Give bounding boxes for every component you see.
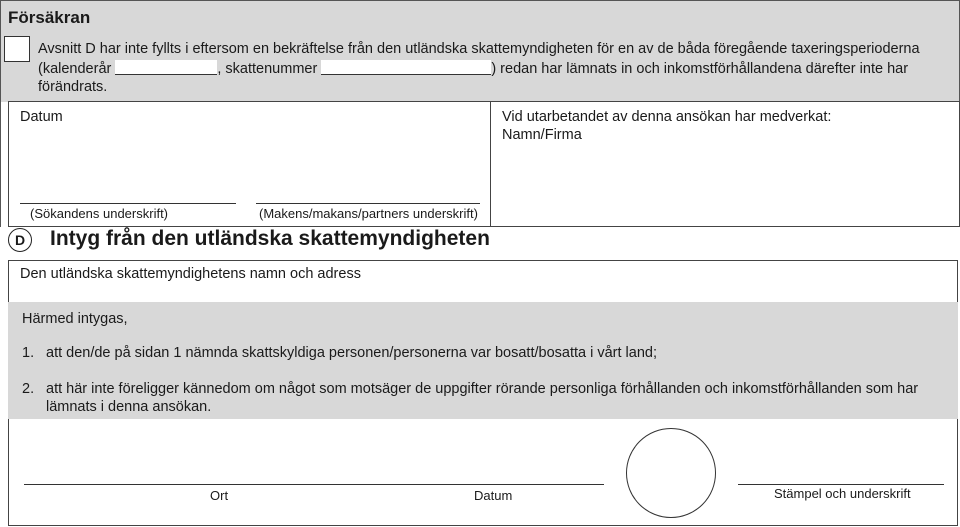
helper-label: Vid utarbetandet av denna ansökan har medverkat: [502,109,832,125]
helper-name-label: Namn/Firma [502,127,582,143]
place-line [24,484,414,485]
section-d-title: Intyg från den utländska skattemyndigheten [50,227,490,250]
stamp-signature-label: Stämpel och underskrift [774,486,911,501]
item2-text-line2: lämnats i denna ansökan. [46,399,212,415]
authority-label: Den utländska skattemyndighetens namn och adress [20,266,361,282]
section-header [0,0,960,37]
declaration-text-line3: förändrats. [38,79,108,95]
item2-text-line1: att här inte föreligger kännedom om något som motsäger de uppgifter rörande personliga förhållanden och inkomstförhållanden som har [46,381,919,397]
declaration-checkbox[interactable] [4,36,30,62]
declaration-taxnumber-label: , skattenummer [217,61,318,77]
stamp-circle [626,428,716,518]
tax-number-field[interactable] [321,60,491,75]
place-label: Ort [210,488,229,503]
authority-signing-area[interactable] [8,419,958,526]
item1-number: 1. [22,345,35,361]
authority-date-label: Datum [474,488,513,503]
section-d-marker: D [8,228,32,252]
item2-number: 2. [22,381,35,397]
declaration-continued: ) redan har lämnats in och inkomstförhållandena därefter inte har [491,61,909,77]
declaration-text-line1: Avsnitt D har inte fyllts i eftersom en bekräftelse från den utländska skattemyndigheten för en av de båda föregående taxeringsperioderna [38,41,920,57]
spouse-signature-line [256,203,480,204]
date-label: Datum [20,109,63,125]
applicant-signature-line [20,203,236,204]
applicant-signature-label: (Sökandens underskrift) [30,206,169,221]
item1-text: att den/de på sidan 1 nämnda skattskyldiga personen/personerna var bosatt/bosatta i vårt land; [46,345,657,361]
date-line [414,484,604,485]
declaration-text-line2 [38,60,908,78]
declaration-year-label: (kalenderår [38,61,112,77]
hereby-text: Härmed intygas, [22,311,128,327]
section-title: Försäkran [8,8,91,27]
spouse-signature-label: (Makens/makans/partners underskrift) [259,206,478,221]
calendar-year-field[interactable] [115,60,217,75]
